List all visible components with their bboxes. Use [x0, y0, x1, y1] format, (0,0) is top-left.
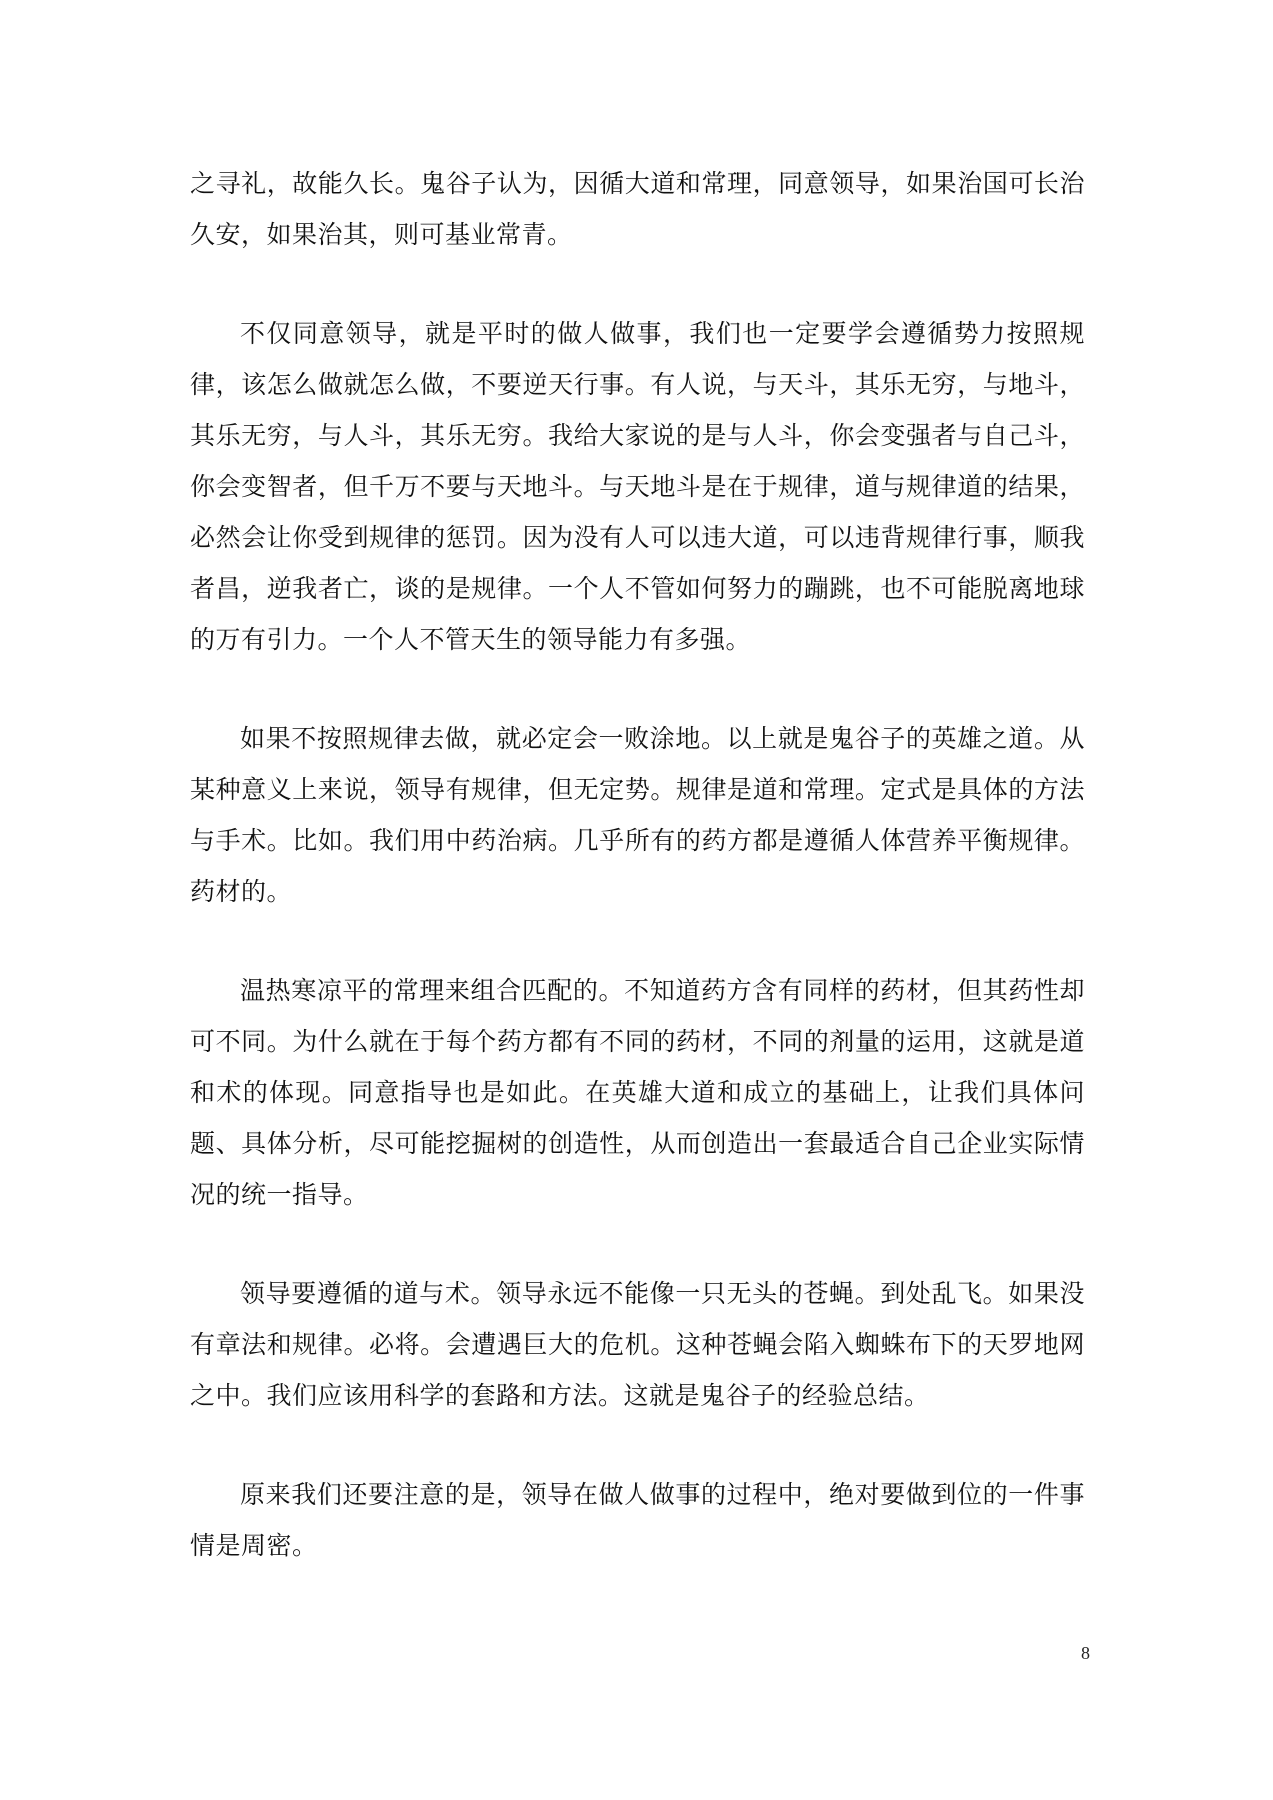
paragraph-3: 如果不按照规律去做，就必定会一败涂地。以上就是鬼谷子的英雄之道。从某种意义上来说，领导有规律，但无定势。规律是道和常理。定式是具体的方法与手术。比如。我们用中药治病。几乎所有的药方都是遵循人体营养平衡规律。药材的。 [190, 724, 1085, 906]
paragraph-2: 不仅同意领导，就是平时的做人做事，我们也一定要学会遵循势力按照规律，该怎么做就怎么做，不要逆天行事。有人说，与天斗，其乐无穷，与地斗，其乐无穷，与人斗，其乐无穷。我给大家说的是与人斗，你会变强者与自己斗，你会变智者，但千万不要与天地斗。与天地斗是在于规律，道与规律道的结果，必然会让你受到规律的惩罚。因为没有人可以违大道，可以违背规律行事，顺我者昌，逆我者亡，谈的是规律。一个人不管如何努力的蹦跳，也不可能脱离地球的万有引力。一个人不管天生的领导能力有多强。 [190, 319, 1085, 654]
paragraph-4: 温热寒凉平的常理来组合匹配的。不知道药方含有同样的药材，但其药性却可不同。为什么就在于每个药方都有不同的药材，不同的剂量的运用，这就是道和术的体现。同意指导也是如此。在英雄大道和成立的基础上，让我们具体问题、具体分析，尽可能挖掘树的创造性，从而创造出一套最适合自己企业实际情况的统一指导。 [190, 976, 1085, 1209]
document-body [190, 158, 1085, 1619]
paragraph-5: 领导要遵循的道与术。领导永远不能像一只无头的苍蝇。到处乱飞。如果没有章法和规律。必将。会遭遇巨大的危机。这种苍蝇会陷入蜘蛛布下的天罗地网之中。我们应该用科学的套路和方法。这就是鬼谷子的经验总结。 [190, 1279, 1085, 1410]
page-number: 8 [1081, 1643, 1090, 1663]
paragraph-1: 之寻礼，故能久长。鬼谷子认为，因循大道和常理，同意领导，如果治国可长治久安，如果治其，则可基业常青。 [190, 169, 1085, 249]
paragraph-6: 原来我们还要注意的是，领导在做人做事的过程中，绝对要做到位的一件事情是周密。 [190, 1480, 1085, 1560]
